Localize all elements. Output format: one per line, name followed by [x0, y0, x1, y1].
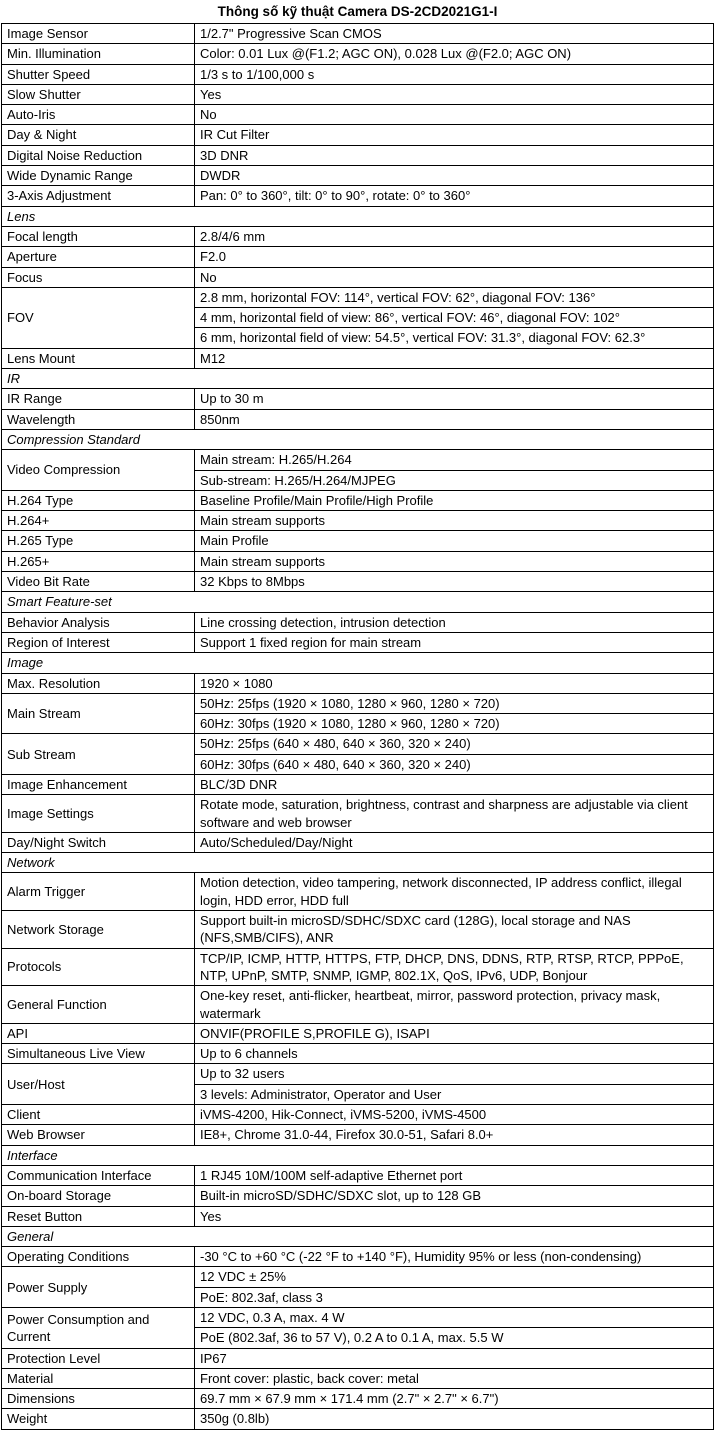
spec-label: Focal length	[2, 226, 195, 246]
spec-label: Slow Shutter	[2, 84, 195, 104]
spec-value: 350g (0.8lb)	[195, 1409, 714, 1429]
spec-value: Line crossing detection, intrusion detection	[195, 612, 714, 632]
spec-value: 32 Kbps to 8Mbps	[195, 572, 714, 592]
spec-label: H.265 Type	[2, 531, 195, 551]
spec-label: Main Stream	[2, 693, 195, 734]
spec-row	[2, 1064, 714, 1084]
spec-row	[2, 1186, 714, 1206]
spec-row	[2, 105, 714, 125]
spec-value: One-key reset, anti-flicker, heartbeat, mirror, password protection, privacy mask, watermark	[195, 986, 714, 1024]
section-row	[2, 206, 714, 226]
spec-row	[2, 1125, 714, 1145]
spec-value: 2.8 mm, horizontal FOV: 114°, vertical FOV: 62°, diagonal FOV: 136°	[195, 287, 714, 307]
spec-value: Up to 32 users	[195, 1064, 714, 1084]
spec-label: Behavior Analysis	[2, 612, 195, 632]
section-header: Smart Feature-set	[2, 592, 714, 612]
spec-value: ONVIF(PROFILE S,PROFILE G), ISAPI	[195, 1023, 714, 1043]
section-row	[2, 853, 714, 873]
spec-value: No	[195, 267, 714, 287]
spec-label: Lens Mount	[2, 348, 195, 368]
spec-value: Main Profile	[195, 531, 714, 551]
spec-value: 1 RJ45 10M/100M self-adaptive Ethernet port	[195, 1165, 714, 1185]
spec-label: Protection Level	[2, 1348, 195, 1368]
spec-value: Support built-in microSD/SDHC/SDXC card (128G), local storage and NAS (NFS,SMB/CIFS), ANR	[195, 911, 714, 949]
spec-label: Power Supply	[2, 1267, 195, 1308]
spec-row	[2, 795, 714, 833]
section-row	[2, 1226, 714, 1246]
spec-label: Image Sensor	[2, 24, 195, 44]
spec-row	[2, 24, 714, 44]
spec-label: Network Storage	[2, 911, 195, 949]
spec-label: Power Consumption and Current	[2, 1308, 195, 1349]
section-header: General	[2, 1226, 714, 1246]
spec-row	[2, 186, 714, 206]
spec-value: 1/2.7" Progressive Scan CMOS	[195, 24, 714, 44]
spec-label: Day & Night	[2, 125, 195, 145]
spec-label: Video Bit Rate	[2, 572, 195, 592]
spec-row	[2, 490, 714, 510]
spec-label: IR Range	[2, 389, 195, 409]
spec-value: Yes	[195, 84, 714, 104]
spec-row	[2, 572, 714, 592]
spec-value: 1920 × 1080	[195, 673, 714, 693]
spec-row	[2, 1308, 714, 1328]
spec-row	[2, 287, 714, 307]
spec-value: 6 mm, horizontal field of view: 54.5°, vertical FOV: 31.3°, diagonal FOV: 62.3°	[195, 328, 714, 348]
spec-row	[2, 1206, 714, 1226]
spec-value: 50Hz: 25fps (640 × 480, 640 × 360, 320 × 240)	[195, 734, 714, 754]
spec-row	[2, 64, 714, 84]
spec-value: IP67	[195, 1348, 714, 1368]
spec-row	[2, 348, 714, 368]
spec-row	[2, 832, 714, 852]
spec-value: iVMS-4200, Hik-Connect, iVMS-5200, iVMS-4500	[195, 1105, 714, 1125]
section-row	[2, 429, 714, 449]
spec-value: 4 mm, horizontal field of view: 86°, vertical FOV: 46°, diagonal FOV: 102°	[195, 308, 714, 328]
spec-row	[2, 531, 714, 551]
spec-row	[2, 734, 714, 754]
spec-value: Main stream: H.265/H.264	[195, 450, 714, 470]
spec-label: Protocols	[2, 948, 195, 986]
spec-row	[2, 986, 714, 1024]
section-header: IR	[2, 369, 714, 389]
spec-value: IE8+, Chrome 31.0-44, Firefox 30.0-51, Safari 8.0+	[195, 1125, 714, 1145]
spec-row	[2, 1409, 714, 1429]
spec-value: Baseline Profile/Main Profile/High Profile	[195, 490, 714, 510]
spec-value: 60Hz: 30fps (640 × 480, 640 × 360, 320 × 240)	[195, 754, 714, 774]
spec-value: F2.0	[195, 247, 714, 267]
spec-value: Motion detection, video tampering, network disconnected, IP address conflict, illegal login, HDD error, HDD full	[195, 873, 714, 911]
spec-label: Focus	[2, 267, 195, 287]
spec-label: Sub Stream	[2, 734, 195, 775]
spec-row	[2, 1044, 714, 1064]
spec-value: DWDR	[195, 166, 714, 186]
spec-label: Video Compression	[2, 450, 195, 491]
spec-row	[2, 44, 714, 64]
spec-label: Shutter Speed	[2, 64, 195, 84]
spec-row	[2, 511, 714, 531]
spec-label: Reset Button	[2, 1206, 195, 1226]
spec-value: PoE (802.3af, 36 to 57 V), 0.2 A to 0.1 A, max. 5.5 W	[195, 1328, 714, 1348]
spec-label: H.264 Type	[2, 490, 195, 510]
spec-value: -30 °C to +60 °C (-22 °F to +140 °F), Humidity 95% or less (non-condensing)	[195, 1247, 714, 1267]
spec-value: Auto/Scheduled/Day/Night	[195, 832, 714, 852]
spec-label: Region of Interest	[2, 632, 195, 652]
spec-value: Rotate mode, saturation, brightness, contrast and sharpness are adjustable via client software and web browser	[195, 795, 714, 833]
spec-row	[2, 1247, 714, 1267]
spec-value: 50Hz: 25fps (1920 × 1080, 1280 × 960, 1280 × 720)	[195, 693, 714, 713]
spec-value: Support 1 fixed region for main stream	[195, 632, 714, 652]
spec-label: Alarm Trigger	[2, 873, 195, 911]
spec-label: Wavelength	[2, 409, 195, 429]
section-row	[2, 369, 714, 389]
spec-row	[2, 409, 714, 429]
page-title: Thông số kỹ thuật Camera DS-2CD2021G1-I	[217, 4, 498, 19]
section-header: Interface	[2, 1145, 714, 1165]
section-header: Image	[2, 653, 714, 673]
spec-row	[2, 673, 714, 693]
spec-label: Operating Conditions	[2, 1247, 195, 1267]
spec-value: PoE: 802.3af, class 3	[195, 1287, 714, 1307]
spec-row	[2, 125, 714, 145]
spec-label: API	[2, 1023, 195, 1043]
spec-value: 2.8/4/6 mm	[195, 226, 714, 246]
spec-value: 850nm	[195, 409, 714, 429]
spec-row	[2, 145, 714, 165]
spec-row	[2, 693, 714, 713]
spec-row	[2, 1023, 714, 1043]
spec-row	[2, 911, 714, 949]
section-row	[2, 653, 714, 673]
spec-value: 12 VDC, 0.3 A, max. 4 W	[195, 1308, 714, 1328]
spec-label: Min. Illumination	[2, 44, 195, 64]
spec-label: Communication Interface	[2, 1165, 195, 1185]
spec-value: 3 levels: Administrator, Operator and User	[195, 1084, 714, 1104]
spec-row	[2, 612, 714, 632]
spec-row	[2, 166, 714, 186]
spec-label: Day/Night Switch	[2, 832, 195, 852]
spec-row	[2, 450, 714, 470]
spec-row	[2, 1348, 714, 1368]
section-row	[2, 592, 714, 612]
spec-row	[2, 873, 714, 911]
spec-label: FOV	[2, 287, 195, 348]
section-header: Lens	[2, 206, 714, 226]
section-header: Compression Standard	[2, 429, 714, 449]
spec-label: Material	[2, 1368, 195, 1388]
spec-value: No	[195, 105, 714, 125]
spec-label: Digital Noise Reduction	[2, 145, 195, 165]
spec-value: TCP/IP, ICMP, HTTP, HTTPS, FTP, DHCP, DNS, DDNS, RTP, RTSP, RTCP, PPPoE, NTP, UPnP, SMTP, SNMP, IGMP, 802.1X, QoS, IPv6, UDP, Bonjour	[195, 948, 714, 986]
spec-value: Up to 30 m	[195, 389, 714, 409]
spec-label: Auto-Iris	[2, 105, 195, 125]
spec-row	[2, 1105, 714, 1125]
spec-row	[2, 247, 714, 267]
spec-row	[2, 84, 714, 104]
spec-value: 60Hz: 30fps (1920 × 1080, 1280 × 960, 1280 × 720)	[195, 714, 714, 734]
spec-row	[2, 1267, 714, 1287]
spec-label: Image Enhancement	[2, 774, 195, 794]
spec-row	[2, 774, 714, 794]
spec-label: Aperture	[2, 247, 195, 267]
spec-label: Simultaneous Live View	[2, 1044, 195, 1064]
spec-label: 3-Axis Adjustment	[2, 186, 195, 206]
spec-row	[2, 1389, 714, 1409]
spec-label: Dimensions	[2, 1389, 195, 1409]
spec-label: On-board Storage	[2, 1186, 195, 1206]
spec-value: 12 VDC ± 25%	[195, 1267, 714, 1287]
spec-value: 69.7 mm × 67.9 mm × 171.4 mm (2.7" × 2.7" × 6.7")	[195, 1389, 714, 1409]
spec-row	[2, 1165, 714, 1185]
spec-label: Max. Resolution	[2, 673, 195, 693]
spec-value: Yes	[195, 1206, 714, 1226]
spec-label: Web Browser	[2, 1125, 195, 1145]
spec-value: Sub-stream: H.265/H.264/MJPEG	[195, 470, 714, 490]
spec-label: H.265+	[2, 551, 195, 571]
spec-label: H.264+	[2, 511, 195, 531]
spec-value: 3D DNR	[195, 145, 714, 165]
spec-value: Main stream supports	[195, 551, 714, 571]
spec-row	[2, 1368, 714, 1388]
spec-label: Image Settings	[2, 795, 195, 833]
spec-label: Weight	[2, 1409, 195, 1429]
spec-value: Up to 6 channels	[195, 1044, 714, 1064]
spec-value: M12	[195, 348, 714, 368]
spec-value: IR Cut Filter	[195, 125, 714, 145]
spec-row	[2, 551, 714, 571]
spec-value: Front cover: plastic, back cover: metal	[195, 1368, 714, 1388]
spec-value: Color: 0.01 Lux @(F1.2; AGC ON), 0.028 Lux @(F2.0; AGC ON)	[195, 44, 714, 64]
spec-label: General Function	[2, 986, 195, 1024]
section-header: Network	[2, 853, 714, 873]
spec-value: Pan: 0° to 360°, tilt: 0° to 90°, rotate: 0° to 360°	[195, 186, 714, 206]
spec-label: Client	[2, 1105, 195, 1125]
spec-label: Wide Dynamic Range	[2, 166, 195, 186]
spec-row	[2, 267, 714, 287]
spec-value: BLC/3D DNR	[195, 774, 714, 794]
spec-row	[2, 948, 714, 986]
spec-value: Main stream supports	[195, 511, 714, 531]
spec-table	[1, 23, 714, 1430]
spec-value: Built-in microSD/SDHC/SDXC slot, up to 128 GB	[195, 1186, 714, 1206]
section-row	[2, 1145, 714, 1165]
spec-label: User/Host	[2, 1064, 195, 1105]
spec-row	[2, 389, 714, 409]
spec-row	[2, 632, 714, 652]
spec-value: 1/3 s to 1/100,000 s	[195, 64, 714, 84]
spec-row	[2, 226, 714, 246]
